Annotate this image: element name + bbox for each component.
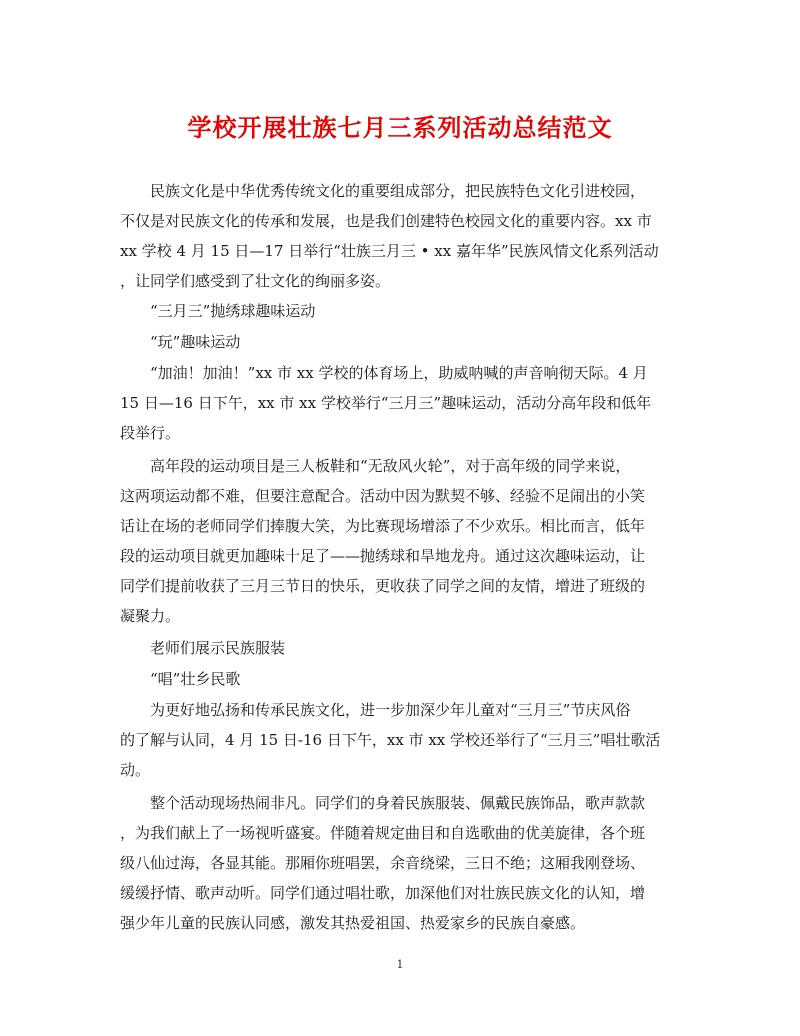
text-line: 缓缓抒情、歌声动听。同学们通过唱壮歌，加深他们对壮族民族文化的认知，增 — [120, 884, 646, 902]
paragraph-senior-games — [120, 451, 680, 631]
text-line: 这两项运动都不难，但要注意配合。活动中因为默契不够、经验不足闹出的小笑 — [120, 487, 646, 505]
paragraph-intro — [120, 176, 680, 296]
subheading-play — [120, 327, 680, 357]
text-line: 的了解与认同，4 月 15 日-16 日下午，xx 市 xx 学校还举行了“三月三”唱壮歌活 — [120, 731, 661, 749]
document-title: 学校开展壮族七月三系列活动总结范文 — [187, 113, 613, 142]
text-line: 段举行。 — [120, 424, 181, 442]
text-line: 话让在场的老师同学们捧腹大笑，为比赛现场增添了不少欢乐。相比而言，低年 — [120, 517, 646, 535]
text-line: 段的运动项目就更加趣味十足了——抛绣球和旱地龙舟。通过这次趣味运动，让 — [120, 547, 646, 565]
text-line: 级八仙过海，各显其能。那厢你班唱罢，余音绕梁，三日不绝；这厢我刚登场、 — [120, 854, 646, 872]
text-line: 老师们展示民族服装 — [150, 639, 286, 657]
page-number: 1 — [396, 958, 404, 971]
text-line: “三月三”抛绣球趣味运动 — [150, 302, 316, 320]
paragraph-song-event — [120, 695, 680, 785]
text-line: 为更好地弘扬和传承民族文化，进一步加深少年儿童对“三月三”节庆风俗 — [150, 701, 631, 719]
text-line: “加油！加油！”xx 市 xx 学校的体育场上，助威呐喊的声音响彻天际。4 月 — [150, 364, 648, 382]
text-line: 高年段的运动项目是三人板鞋和“无敌风火轮”，对于高年级的同学来说， — [150, 457, 631, 475]
subheading-sports — [120, 296, 680, 326]
text-line: 凝聚力。 — [120, 607, 181, 625]
paragraph-cheer — [120, 358, 680, 448]
text-line: “唱”壮乡民歌 — [150, 670, 241, 688]
text-line: 同学们提前收获了三月三节日的快乐，更收获了同学之间的友情，增进了班级的 — [120, 577, 646, 595]
text-line: 动。 — [120, 761, 151, 779]
text-line: “玩”趣味运动 — [150, 333, 241, 351]
text-line: 15 日—16 日下午，xx 市 xx 学校举行“三月三”趣味运动，活动分高年段和低年 — [120, 394, 652, 412]
text-line: ，让同学们感受到了壮文化的绚丽多姿。 — [120, 272, 391, 290]
text-line: 不仅是对民族文化的传承和发展，也是我们创建特色校园文化的重要内容。xx 市 — [120, 212, 652, 230]
paragraph-atmosphere — [120, 788, 680, 938]
text-line: 民族文化是中华优秀传统文化的重要组成部分，把民族特色文化引进校园， — [150, 182, 646, 200]
text-line: 整个活动现场热闹非凡。同学们的身着民族服装、佩戴民族饰品，歌声款款 — [150, 794, 646, 812]
subheading-teachers — [120, 633, 680, 663]
text-line: 强少年儿童的民族认同感，激发其热爱祖国、热爱家乡的民族自豪感。 — [120, 914, 586, 932]
text-line: xx 学校 4 月 15 日—17 日举行“壮族三月三 • xx 嘉年华”民族风情文化系列活动 — [120, 242, 659, 260]
subheading-sing — [120, 664, 680, 694]
text-line: ，为我们献上了一场视听盛宴。伴随着规定曲目和自选歌曲的优美旋律，各个班 — [120, 824, 646, 842]
